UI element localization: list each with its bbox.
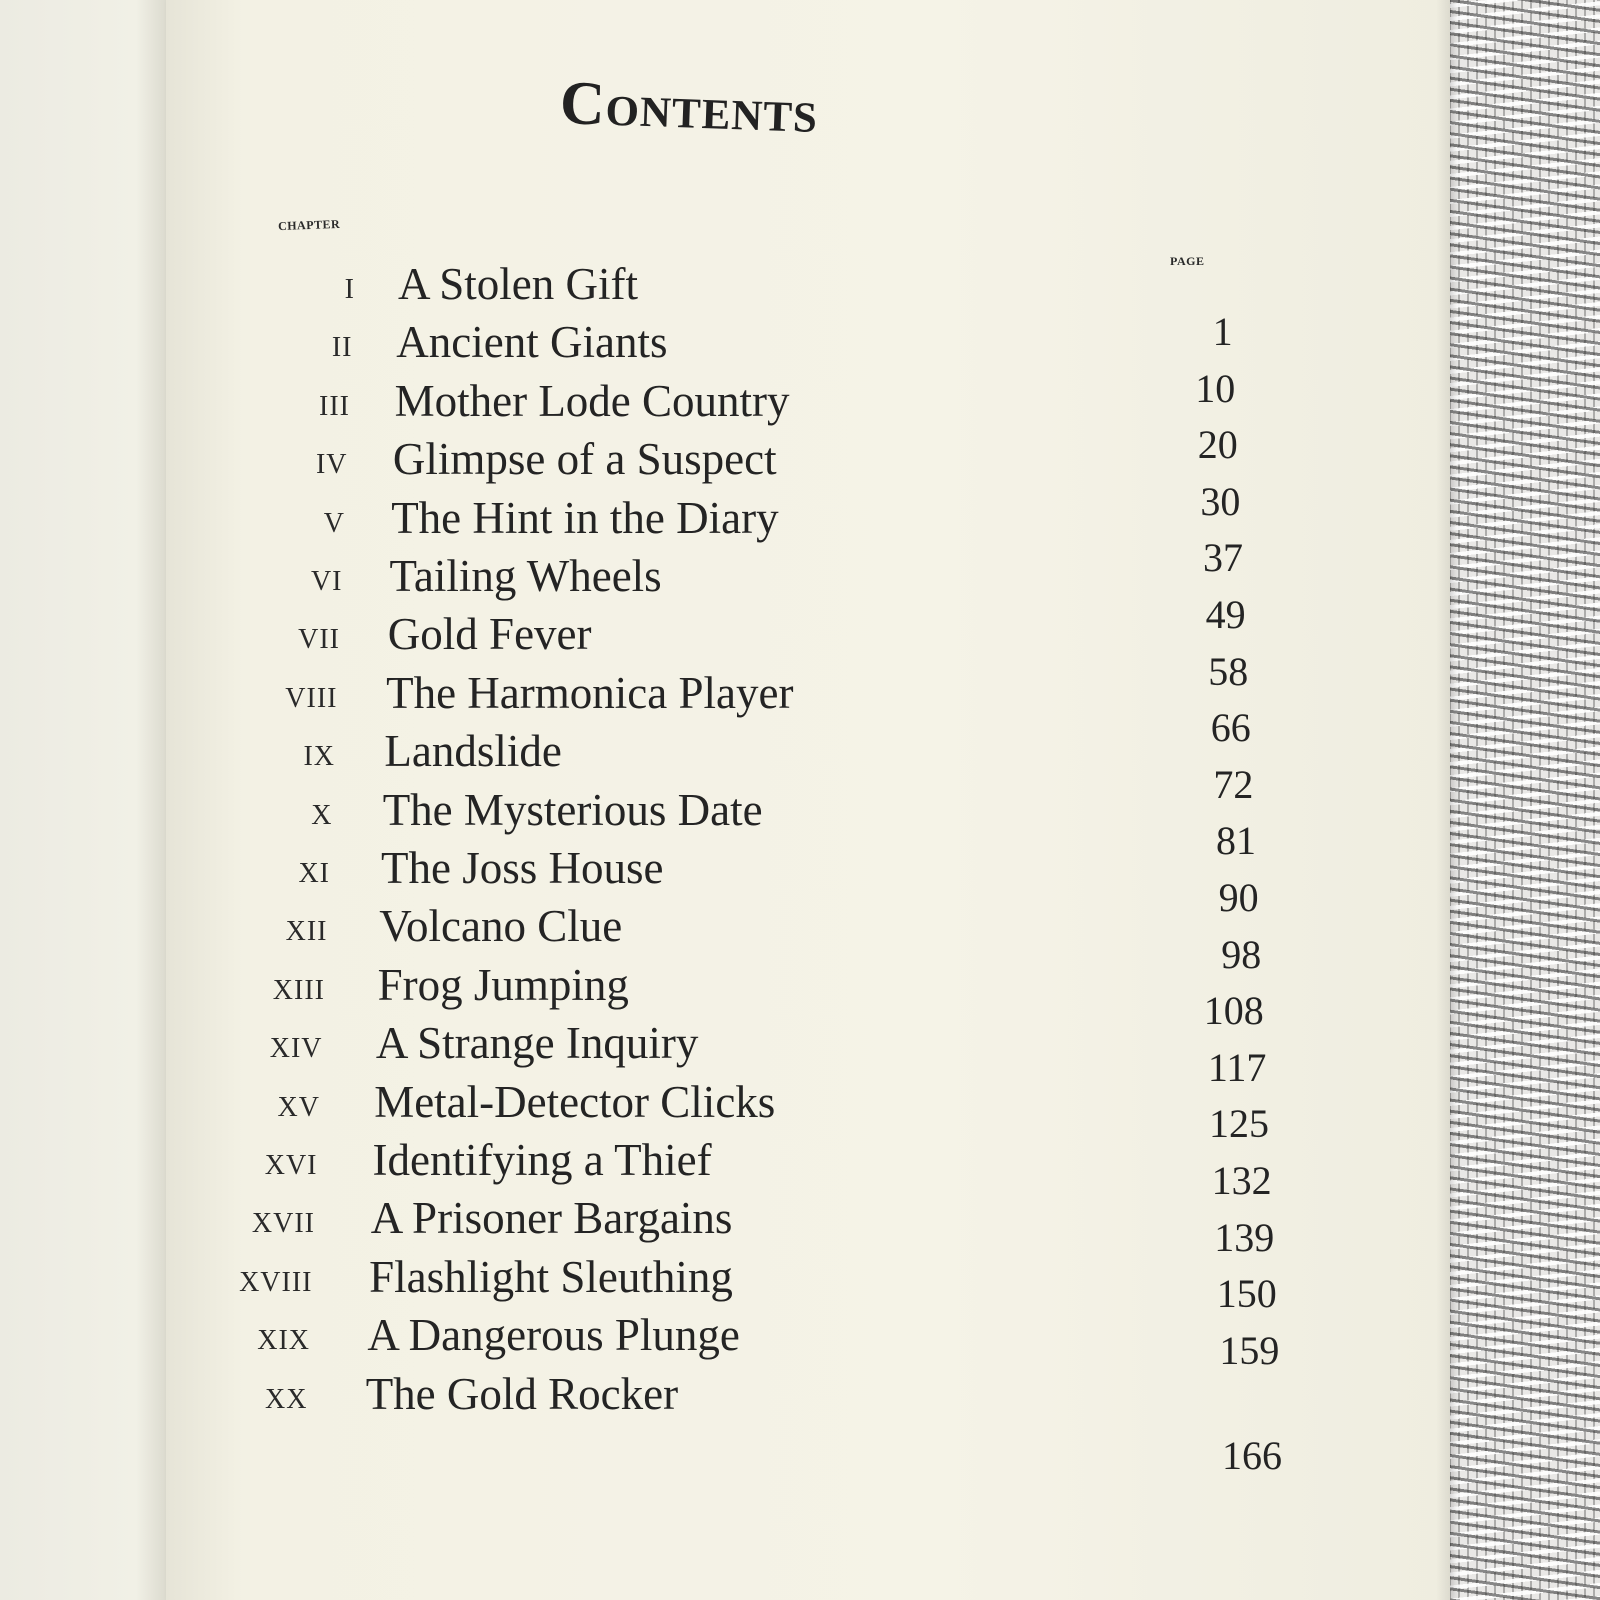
chapter-title: Flashlight Sleuthing bbox=[369, 1251, 733, 1302]
chapter-title: The Mysterious Date bbox=[382, 784, 763, 835]
page-number: 159 bbox=[1219, 1327, 1280, 1373]
page-number: 1 bbox=[1212, 309, 1233, 354]
page-number: 117 bbox=[1207, 1044, 1267, 1090]
page-number: 132 bbox=[1211, 1158, 1272, 1203]
chapter-number: XX bbox=[265, 1383, 308, 1415]
chapter-title: A Strange Inquiry bbox=[375, 1018, 699, 1069]
chapter-title: Landslide bbox=[384, 726, 562, 777]
left-page-edge bbox=[0, 0, 170, 1600]
chapter-number: IX bbox=[303, 741, 335, 773]
page-number: 139 bbox=[1214, 1214, 1275, 1260]
chapter-number: III bbox=[319, 390, 350, 422]
chapter-title: Ancient Giants bbox=[396, 317, 668, 368]
lace-tablecloth bbox=[1440, 0, 1600, 1600]
chapter-title: A Prisoner Bargains bbox=[370, 1193, 733, 1244]
chapter-title: The Joss House bbox=[381, 843, 664, 893]
chapter-number: XI bbox=[298, 858, 330, 889]
contents-title: Contents bbox=[558, 69, 820, 146]
page-number: 81 bbox=[1216, 818, 1256, 864]
chapter-number: XIX bbox=[257, 1325, 310, 1357]
chapter-number: XVI bbox=[264, 1150, 318, 1181]
chapter-title: Mother Lode Country bbox=[394, 375, 790, 426]
chapter-title: Identifying a Thief bbox=[372, 1135, 712, 1185]
chapter-number: XV bbox=[277, 1091, 320, 1123]
page-number: 90 bbox=[1218, 875, 1259, 920]
chapter-number: VII bbox=[298, 624, 340, 656]
page-number: 98 bbox=[1221, 931, 1262, 977]
page-number: 72 bbox=[1213, 761, 1254, 807]
page-number: 166 bbox=[1222, 1433, 1282, 1478]
chapter-title: Tailing Wheels bbox=[389, 551, 662, 601]
chapter-number: XVIII bbox=[239, 1266, 313, 1298]
chapter-title: Volcano Clue bbox=[379, 901, 623, 952]
page-number: 20 bbox=[1197, 422, 1238, 468]
page-number: 58 bbox=[1208, 648, 1249, 694]
chapter-number: X bbox=[311, 799, 333, 831]
chapter-title: The Gold Rocker bbox=[365, 1368, 679, 1419]
page-number: 37 bbox=[1203, 535, 1243, 581]
page-number: 30 bbox=[1200, 478, 1241, 524]
page-number: 150 bbox=[1216, 1271, 1277, 1317]
chapter-title: The Harmonica Player bbox=[386, 667, 794, 718]
chapter-title: Frog Jumping bbox=[377, 959, 629, 1010]
chapter-title: The Hint in the Diary bbox=[391, 492, 779, 543]
chapter-title: A Dangerous Plunge bbox=[367, 1310, 740, 1361]
chapter-number: II bbox=[331, 332, 353, 364]
page-number: 10 bbox=[1195, 365, 1236, 411]
chapter-number: XIII bbox=[272, 974, 325, 1006]
chapter-number: I bbox=[344, 274, 355, 305]
page-column-header: page bbox=[1170, 250, 1205, 269]
chapter-number: IV bbox=[315, 449, 348, 481]
page-number: 108 bbox=[1203, 988, 1264, 1034]
page-number: 49 bbox=[1205, 592, 1246, 637]
chapter-title: Glimpse of a Suspect bbox=[392, 434, 777, 485]
chapter-number: VI bbox=[310, 566, 343, 597]
page-number: 125 bbox=[1209, 1101, 1269, 1147]
chapter-title: A Stolen Gift bbox=[398, 259, 639, 309]
chapter-number: XVII bbox=[251, 1208, 315, 1240]
chapter-column-header: chapter bbox=[277, 212, 341, 235]
chapter-number: VIII bbox=[285, 682, 338, 714]
chapter-title: Gold Fever bbox=[387, 609, 592, 660]
chapter-number: XII bbox=[285, 916, 328, 948]
chapter-number: XIV bbox=[269, 1033, 323, 1065]
chapter-number: V bbox=[323, 507, 345, 539]
page-number: 66 bbox=[1210, 705, 1251, 751]
chapter-title: Metal-Detector Clicks bbox=[374, 1076, 776, 1127]
